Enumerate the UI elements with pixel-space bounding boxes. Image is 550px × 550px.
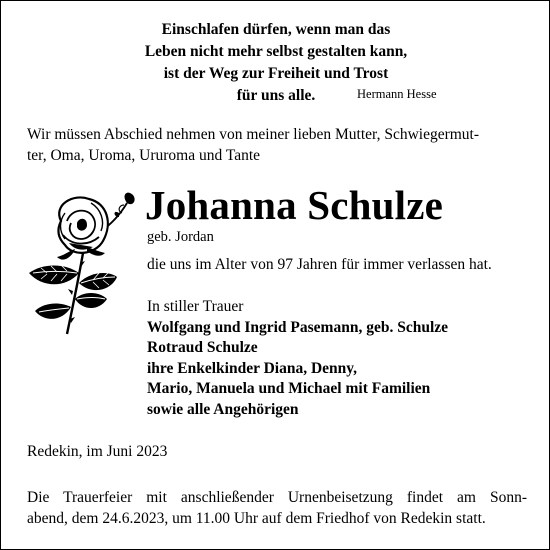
deceased-name: Johanna Schulze bbox=[145, 182, 444, 228]
mourner-line: ihre Enkelkinder Diana, Denny, bbox=[147, 359, 358, 377]
poem-author: Hermann Hesse bbox=[357, 87, 437, 101]
mourners-heading: In stiller Trauer bbox=[147, 298, 244, 315]
rose-illustration-icon bbox=[21, 191, 141, 336]
mourners-block bbox=[147, 297, 448, 421]
poem-line: für uns alle. bbox=[236, 87, 316, 104]
funeral-line: abend, dem 24.6.2023, um 11.00 Uhr auf dem Friedhof von Redekin statt. bbox=[27, 510, 486, 527]
mourner-line: Rotraud Schulze bbox=[147, 339, 258, 357]
intro-line: Wir müssen Abschied nehmen von meiner lieben Mutter, Schwiegermut- bbox=[27, 126, 480, 143]
poem-line: ist der Weg zur Freiheit und Trost bbox=[163, 65, 389, 82]
poem-line: Leben nicht mehr selbst gestalten kann, bbox=[144, 43, 408, 60]
maiden-name: geb. Jordan bbox=[147, 229, 214, 245]
place-date: Redekin, im Juni 2023 bbox=[27, 443, 168, 460]
intro-text bbox=[27, 124, 527, 166]
age-statement: die uns im Alter von 97 Jahren für immer verlassen hat. bbox=[147, 256, 492, 273]
intro-line: ter, Oma, Uroma, Ururoma und Tante bbox=[27, 147, 261, 164]
poem-line: Einschlafen dürfen, wenn man das bbox=[161, 21, 391, 38]
funeral-notice bbox=[27, 487, 527, 529]
mourner-line: Mario, Manuela und Michael mit Familien bbox=[147, 380, 431, 398]
mourner-line: sowie alle Angehörigen bbox=[147, 400, 299, 418]
mourner-line: Wolfgang und Ingrid Pasemann, geb. Schulze bbox=[147, 318, 449, 336]
funeral-line: Die Trauerfeier mit anschließender Urnenbeisetzung findet am Sonn- bbox=[27, 489, 527, 506]
